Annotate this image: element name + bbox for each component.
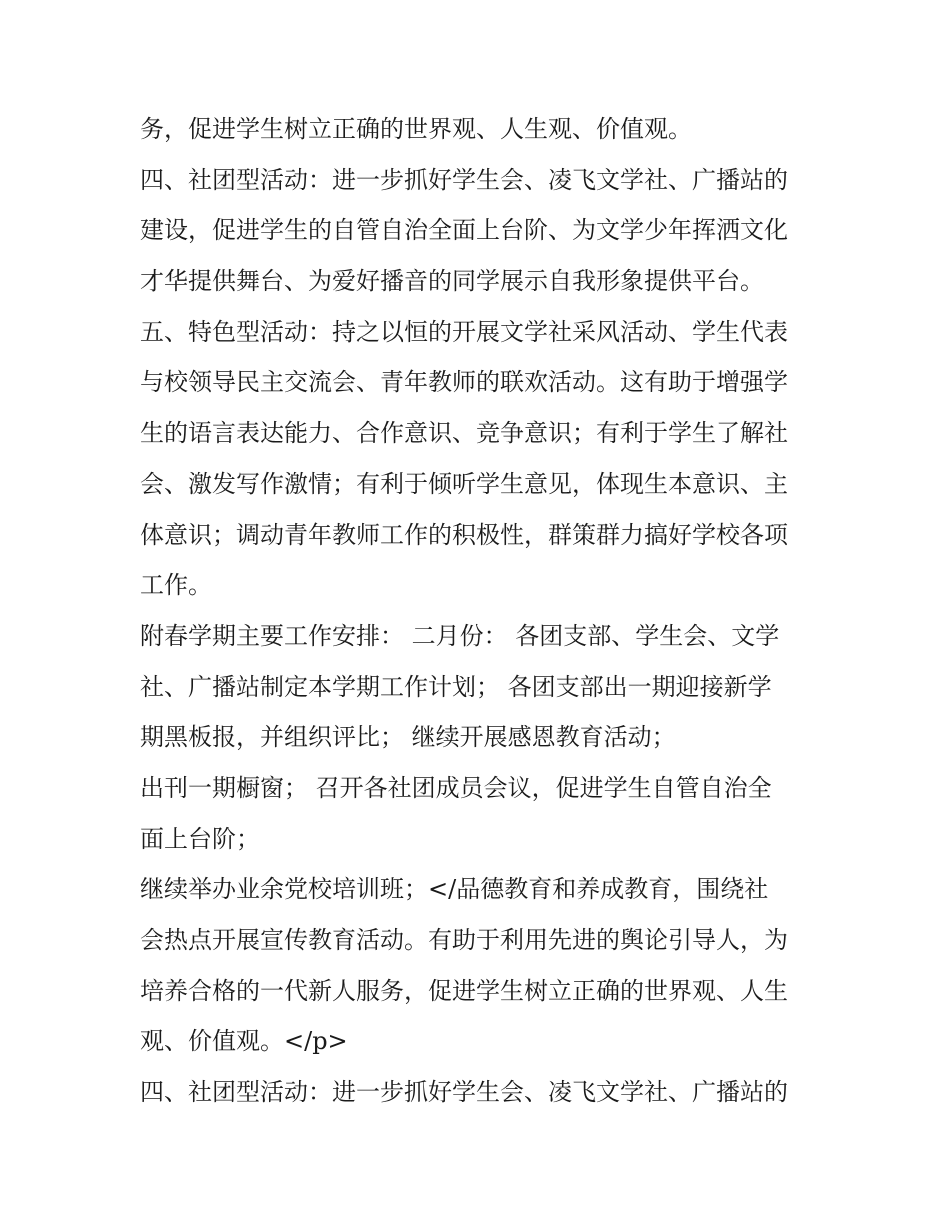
text-line: 观、价值观。</p>	[140, 1027, 348, 1056]
document-body	[140, 104, 820, 1118]
text-line: 面上台阶；	[140, 824, 260, 853]
text-line: 会热点开展宣传教育活动。有助于利用先进的舆论引导人，为	[140, 926, 788, 954]
text-line: 四、社团型活动：进一步抓好学生会、凌飞文学社、广播站的	[140, 165, 788, 194]
text-line: 工作。	[140, 571, 212, 600]
text-line: 生的语言表达能力、合作意识、竞争意识；有利于学生了解社	[140, 419, 788, 448]
text-line: 与校领导民主交流会、青年教师的联欢活动。这有助于增强学	[140, 368, 788, 397]
text-line: 出刊一期橱窗； 召开各社团成员会议，促进学生自管自治全	[140, 773, 772, 802]
text-line: 五、特色型活动：持之以恒的开展文学社采风活动、学生代表	[140, 317, 788, 346]
text-line: 四、社团型活动：进一步抓好学生会、凌飞文学社、广播站的	[140, 1078, 788, 1107]
text-line: 才华提供舞台、为爱好播音的同学展示自我形象提供平台。	[140, 267, 764, 296]
text-line: 培养合格的一代新人服务，促进学生树立正确的世界观、人生	[140, 976, 788, 1005]
text-line: 务，促进学生树立正确的世界观、人生观、价值观。	[140, 115, 692, 143]
text-line: 会、激发写作激情；有利于倾听学生意见，体现生本意识、主	[140, 469, 788, 498]
text-line: 体意识；调动青年教师工作的积极性，群策群力搞好学校各项	[140, 520, 788, 549]
text-line: 建设，促进学生的自管自治全面上台阶、为文学少年挥洒文化	[140, 216, 788, 245]
text-line: 继续举办业余党校培训班；</品德教育和养成教育，围绕社	[140, 875, 769, 904]
text-line: 社、广播站制定本学期工作计划； 各团支部出一期迎接新学	[140, 672, 772, 701]
text-line: 期黑板报，并组织评比； 继续开展感恩教育活动；	[140, 723, 676, 752]
text-line: 附春学期主要工作安排： 二月份： 各团支部、学生会、文学	[140, 621, 780, 650]
